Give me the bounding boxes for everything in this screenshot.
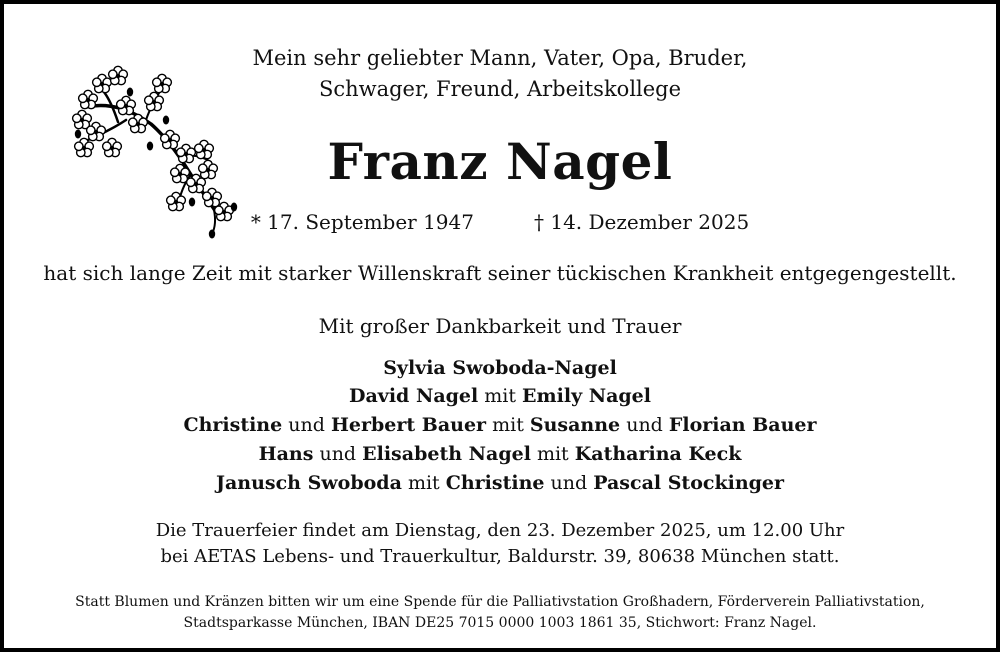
intro-line-2: Schwager, Freund, Arbeitskollege — [318, 77, 682, 101]
mourner-name: Florian Bauer — [668, 414, 817, 436]
mourner-row — [4, 414, 996, 436]
death-date: † 14. Dezember 2025 — [533, 210, 750, 234]
mourner-name: Christine — [183, 414, 283, 436]
mourner-name: David Nagel — [349, 385, 479, 407]
conjunction: mit — [536, 443, 569, 465]
conjunction: und — [550, 472, 588, 494]
conjunction: mit — [484, 385, 516, 407]
mourner-row — [4, 385, 996, 407]
conjunction: und — [319, 443, 357, 465]
mourner-name: Elisabeth Nagel — [362, 443, 531, 465]
service-line-2: bei AETAS Lebens- und Trauerkultur, Baldurstr. 39, 80638 München statt. — [160, 546, 840, 567]
mourner-name: Janusch Swoboda — [215, 472, 402, 494]
mourner-name: Emily Nagel — [522, 385, 651, 407]
mourner-name: Christine — [445, 472, 545, 494]
donation-line-2: Stadtsparkasse München, IBAN DE25 7015 0000 1003 1861 35, Stichwort: Franz Nagel. — [183, 615, 817, 631]
intro-line-1: Mein sehr geliebter Mann, Vater, Opa, Bruder, — [252, 46, 748, 70]
birth-date: * 17. September 1947 — [250, 210, 474, 234]
gratitude-line: Mit großer Dankbarkeit und Trauer — [318, 314, 682, 338]
conjunction: mit — [492, 414, 524, 436]
conjunction: und — [626, 414, 663, 436]
mourner-name: Katharina Keck — [574, 443, 742, 465]
mourner-row — [4, 443, 996, 465]
mourner-name: Herbert Bauer — [330, 414, 487, 436]
mourner-name: Pascal Stockinger — [593, 472, 785, 494]
mourner-row — [4, 472, 996, 494]
donation-line-1: Statt Blumen und Kränzen bitten wir um eine Spende für die Palliativstation Großhadern, Förderverein Palliativstation, — [75, 594, 925, 610]
mourner-row — [4, 357, 996, 379]
tribute-sentence: hat sich lange Zeit mit starker Willenskraft seiner tückischen Krankheit entgegengestellt. — [43, 261, 957, 285]
deceased-name: Franz Nagel — [327, 132, 673, 191]
mourner-name: Hans — [258, 443, 314, 465]
mourner-name: Susanne — [529, 414, 621, 436]
conjunction: mit — [407, 472, 440, 494]
service-line-1: Die Trauerfeier findet am Dienstag, den 23. Dezember 2025, um 12.00 Uhr — [155, 520, 845, 541]
conjunction: und — [288, 414, 325, 436]
life-dates — [4, 210, 996, 234]
mourner-name: Sylvia Swoboda-Nagel — [383, 357, 617, 379]
